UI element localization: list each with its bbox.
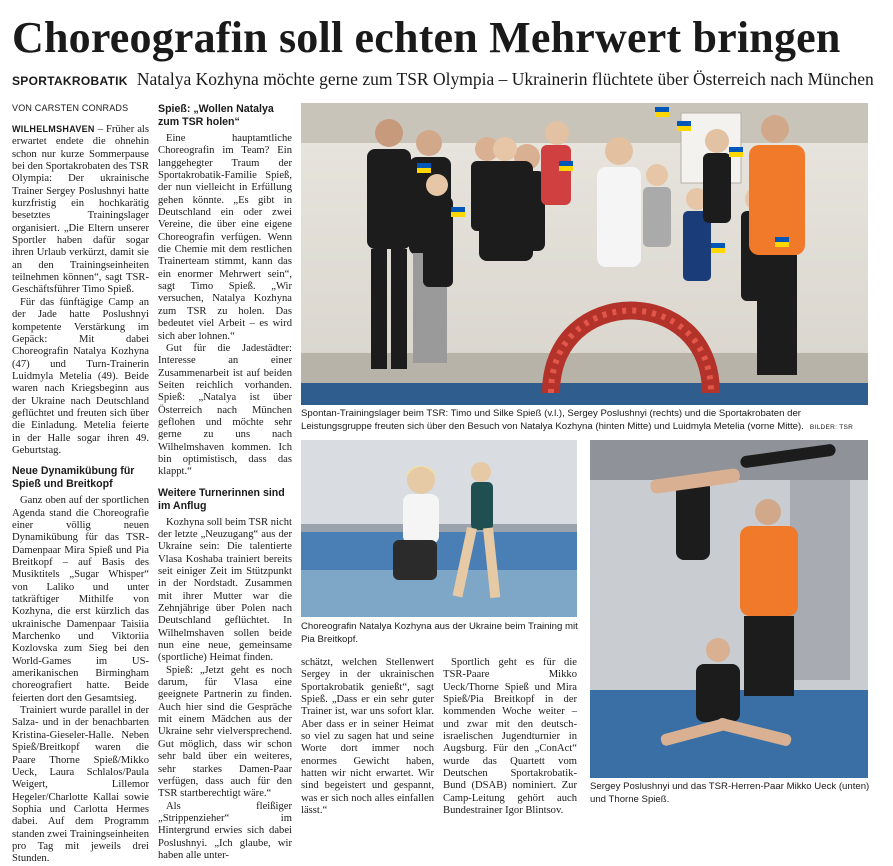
article-column-1 <box>12 123 149 865</box>
dateline: WILHELMSHAVEN <box>12 124 95 134</box>
paragraph: Gut für die Jadestädter: Interesse an einer Zusammenarbeit ist auf beiden Seiten reichlich vorhanden. Spieß: „Natalya ist über Österreich nach München geflohen und möchte sehr gerne zu uns nach Wilhelmshaven kommen. Ich bin optimistisch, dass das klappt.“ <box>158 342 292 478</box>
subtitle: Natalya Kozhyna möchte gerne zum TSR Olympia – Ukrainerin flüchtete über Österreich nach München <box>136 69 874 89</box>
paragraph: Eine hauptamtliche Choreografin im Team? Ein langgehegter Traum der Sportakrobatik-Familie Spieß, der nun vielleicht in Erfüllung gehen könnte. „Es gibt in Deutschland ein oder zwei Vereine, die über eine eigene Choreografin verfügen. Wenn die Chemie mit dem restlichen Trainerteam stimmt, kann das ein enormer Mehrwert sein“, sagt Timo Spieß. „Wir versuchen, Natalya Kozhyna zum TSR zu holen. Das bedeutet viel Arbeit – es wird sich aber lohnen.“ <box>158 133 292 342</box>
paragraph: Sportlich geht es für die TSR-Paare Mikko Ueck/Thorne Spieß und Mira Spieß/Pia Breitkopf in der kommenden Woche weiter – und zwar mit den deutsch-israelischen Jugendturnier in Augsburg. Für den „ConAct“ wurde das Quartett vom Deutschen Sportakrobatik-Bund (DSAB) nominiert. Zur Camp-Leitung gehört auch Bundestrainer Igor Blintsov. <box>443 657 577 817</box>
paragraph: Als fleißiger „Strippenzieher“ im Hintergrund erwies sich dabei Poslushnyi. „Ich glaube, wir haben alle unter- <box>158 800 292 861</box>
subheading: Weitere Turnerinnen sind im Anflug <box>158 486 285 512</box>
subheading: Neue Dynamikübung für Spieß und Breitkopf <box>12 465 135 491</box>
paragraph: WILHELMSHAVEN – Früher als erwartet endete die ohnehin schon nur kurze Sommerpause bei den Sportakrobaten des TSR Olympia: Der ukrainische Trainer Sergey Poslushnyi hatte kurzfristig ein hochkarätig besetztes Trainingslager organisiert. „Die Eltern unserer Sportler haben dafür sogar ihren Urlaub verkürzt, damit sie an den Trainingseinheiten teilnehmen können“, sagt TSR-Geschäftsführer Timo Spieß. <box>12 124 149 296</box>
acro-photo-illustration <box>590 440 868 778</box>
headline: Choreografin soll echten Mehrwert bringen <box>12 13 841 62</box>
article-column-3 <box>301 657 434 817</box>
acro-photo-caption: Sergey Poslushnyi und das TSR-Herren-Paar Mikko Ueck (unten) und Thorne Spieß. <box>590 781 870 805</box>
subline <box>12 69 882 91</box>
byline: VON CARSTEN CONRADS <box>12 103 129 113</box>
training-photo-illustration <box>301 440 577 617</box>
group-photo <box>301 103 868 405</box>
group-photo-caption: Spontan-Trainingslager beim TSR: Timo und Silke Spieß (v.l.), Sergey Poslushnyi (rechts) und die Sportakrobaten der Leistungsgruppe freuten sich über den Besuch von Natalya Kozhyna (hinten Mitte) und Luidmyla Metelia (vorne Mitte). BILDER: TSR <box>301 408 854 432</box>
paragraph: Für das fünftägige Camp an der Jade hatte Poslushnyi kompetente Verstärkung im Gepäck: Mit dabei Choreografin Natalya Kozhyna (47) und Turn-Trainerin Luidmyla Metelia (49). Beide waren nach Kriegsbeginn aus der Ukraine nach Deutschland geflüchtet und freuten sich über die Einladung. Metelia feierte in der Halle sogar ihren 49. Geburtstag. <box>12 296 149 456</box>
training-photo <box>301 440 577 617</box>
photo-credit: BILDER: TSR <box>809 423 854 431</box>
paragraph: Trainiert wurde parallel in der Salza- und in der benachbarten Kristina-Gieseler-Halle. Neben Spieß/Breitkopf waren die Paare Thorne Spieß/Mikko Ueck, Laura Schlalos/Paula Weigert, Lillemor Hegeler/Charlotte Kallai sowie Sophia und Carlotta Hermes dabei. Auf dem Programm standen zwei Trainingseinheiten pro Tag mit jeweils drei Stunden. <box>12 705 149 865</box>
training-photo-caption: Choreografin Natalya Kozhyna aus der Ukraine beim Training mit Pia Breitkopf. <box>301 621 578 645</box>
subheading: Spieß: „Wollen Natalya zum TSR holen“ <box>158 103 274 128</box>
article-column-4 <box>443 657 577 817</box>
paragraph: Spieß: „Jetzt geht es noch darum, für Vlasa eine geeignete Partnerin zu finden. Auch hier sind die Gespräche mit einem Mädchen aus der Ukraine sehr vielversprechend. Gut möglich, dass wir schon sehr bald über ein weiteres, sehr starkes Damen-Paar verfügen, dass auch für den TSR startberechtigt wäre.“ <box>158 664 292 800</box>
paragraph: Ganz oben auf der sportlichen Agenda stand die Choreografie einer völlig neuen Dynamikübung für das TSR-Damenpaar Mira Spieß und Pia Breitkopf – auf Basis des Musiktitels „Sugar Whisper“ von Laliko und unter tatkräftiger Mithilfe von Kozhyna, die erst kürzlich das ukrainische Damenpaar Taisiia Marchenko und Viktoriia Kozlovska zum Sieg bei den World-Games im US-amerikanischen Birmingham choreografiert hatte. Beide feierten dort den Gesamtsieg. <box>12 495 149 704</box>
paragraph: schätzt, welchen Stellenwert Sergey in der ukrainischen Sportakrobatik genießt“, sagt Spieß. „Dass er ein sehr guter Trainer ist, war uns sofort klar. Aber dass er in seiner Heimat so viel zu sagen hat und seine Worte dort immer noch enormes Gewicht haben, hatten wir nicht erwartet. Wir sind begeistert und gespannt, was er sich noch alles einfallen lässt.“ <box>301 657 434 817</box>
article-column-2 <box>158 103 292 861</box>
acro-photo <box>590 440 868 778</box>
group-photo-illustration <box>301 103 868 405</box>
kicker: SPORTAKROBATIK <box>12 74 128 88</box>
paragraph: Kozhyna soll beim TSR nicht der letzte „Neuzugang“ aus der Ukraine sein: Die talentierte Vlasa Koshaba trainiert bereits seit einiger Zeit im Stützpunkt in der Nordstadt. Zusammen mit ihrer Mutter war die Zehnjährige über Polen nach Deutschland geflüchtet. In Wilhelmshaven sollen beide nun eine neue, gemeinsame (sportliche) Heimat finden. <box>158 516 292 664</box>
